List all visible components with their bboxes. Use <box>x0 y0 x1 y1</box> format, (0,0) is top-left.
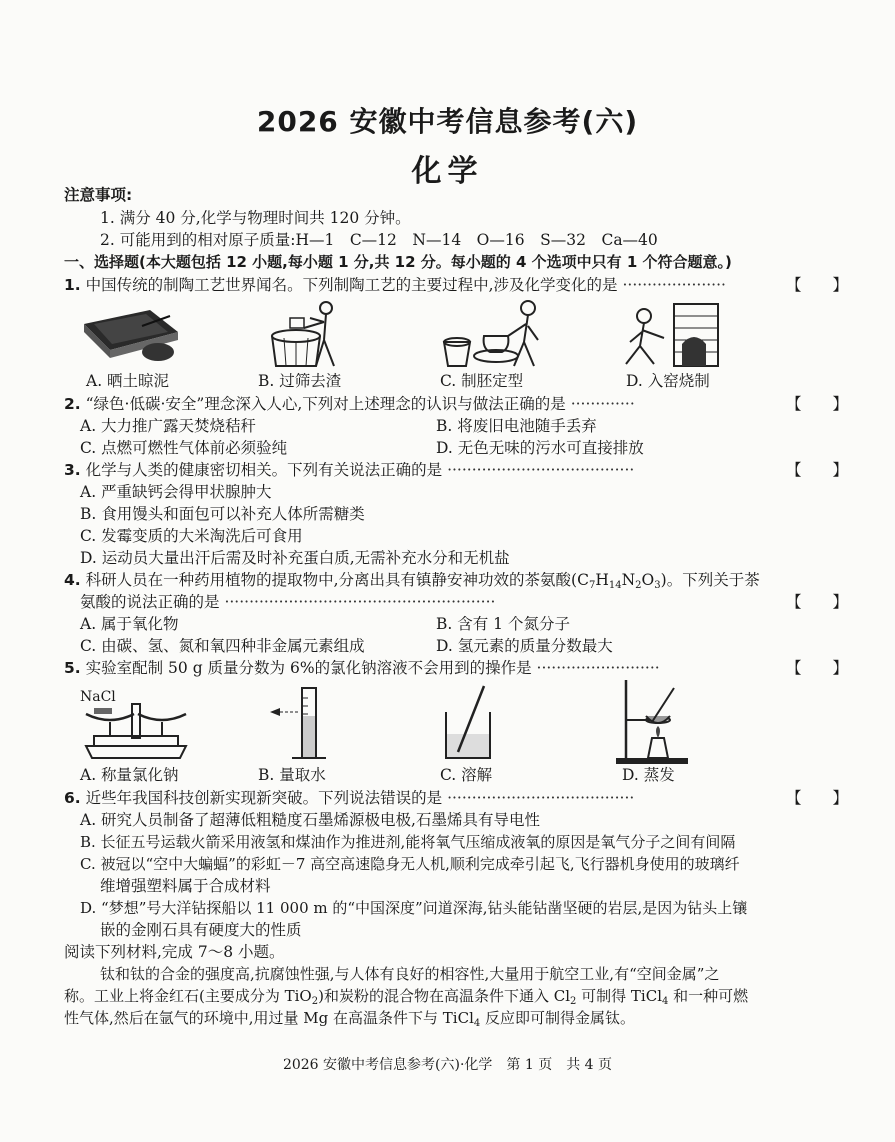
question-text: 中国传统的制陶工艺世界闻名。下列制陶工艺的主要过程中,涉及化学变化的是 <box>85 276 618 294</box>
q3-option-d[interactable]: D. 运动员大量出汗后需及时补充蛋白质,无需补充水分和无机盐 <box>80 549 510 567</box>
leader-dots: ············· <box>570 395 635 413</box>
drying-clay-illustration <box>80 302 180 372</box>
page-footer: 2026 安徽中考信息参考(六)·化学 第 1 页 共 4 页 <box>282 1057 613 1073</box>
question-text: 实验室配制 50 g 质量分数为 6%的氯化钠溶液不会用到的操作是 <box>85 659 532 677</box>
question-text: 化学与人类的健康密切相关。下列有关说法正确的是 <box>85 461 443 479</box>
leader-dots: ······································ <box>447 461 635 479</box>
leader-dots: ························· <box>536 659 660 677</box>
question-2 <box>64 393 635 415</box>
q6-option-a[interactable]: A. 研究人员制备了超薄低粗糙度石墨烯源极电极,石墨烯具有导电性 <box>80 811 540 829</box>
shaping-pottery-illustration <box>438 296 548 372</box>
nacl-label: NaCl <box>80 689 116 705</box>
subscript-o: 3 <box>654 580 661 591</box>
leader-dots: ······················································· <box>224 593 496 611</box>
subscript-h: 14 <box>608 580 622 591</box>
answer-bracket[interactable]: 【 】 <box>786 395 849 413</box>
q2-option-a[interactable]: A. 大力推广露天焚烧秸秆 <box>80 417 257 435</box>
evaporation-illustration <box>612 676 692 768</box>
subject-title: 化学 <box>411 154 484 189</box>
subscript: 2 <box>311 996 319 1007</box>
formula-o: O <box>641 571 655 589</box>
question-number: 2. <box>64 395 81 413</box>
subscript: 4 <box>662 996 669 1007</box>
question-4-cont <box>80 591 495 613</box>
q4-option-d[interactable]: D. 氢元素的质量分数最大 <box>436 637 613 655</box>
q4-option-a[interactable]: A. 属于氧化物 <box>80 615 179 633</box>
reading-text: 反应即可制得金属钛。 <box>480 1009 636 1027</box>
reading-intro: 阅读下列材料,完成 7～8 小题。 <box>64 943 285 961</box>
balance-illustration <box>80 700 192 764</box>
question-number: 3. <box>64 461 81 479</box>
sieving-illustration <box>264 296 354 372</box>
exam-title: 2026 安徽中考信息参考(六) <box>256 105 639 138</box>
q5-option-c[interactable]: C. 溶解 <box>440 766 493 784</box>
q4-option-b[interactable]: B. 含有 1 个氮分子 <box>436 615 570 633</box>
q5-option-a[interactable]: A. 称量氯化钠 <box>80 766 179 784</box>
subscript-c: 7 <box>588 580 596 591</box>
q6-option-d[interactable]: D. “梦想”号大洋钻探船以 11 000 m 的“中国深度”问道深海,钻头能钻凿坚硬的岩层,是因为钻头上镶 <box>80 899 748 917</box>
answer-bracket[interactable]: 【 】 <box>786 276 849 294</box>
q6-option-d-cont: 嵌的金刚石具有硬度大的性质 <box>100 921 302 939</box>
question-number: 6. <box>64 789 81 807</box>
reading-paragraph-3 <box>64 1007 635 1035</box>
reading-text: 和一种可燃 <box>668 987 749 1005</box>
reading-text: 可制得 TiCl <box>576 987 663 1005</box>
question-number: 4. <box>64 571 81 589</box>
question-6 <box>64 787 634 809</box>
question-text: 科研人员在一种药用植物的提取物中,分离出具有镇静安神功效的茶氨酸(C <box>85 571 589 589</box>
question-5 <box>64 657 660 679</box>
reading-text: )和炭粉的混合物在高温条件下通入 Cl <box>318 987 571 1005</box>
notice-item-1: 1. 满分 40 分,化学与物理时间共 120 分钟。 <box>100 209 411 227</box>
question-number: 5. <box>64 659 81 677</box>
kiln-firing-illustration <box>614 294 724 374</box>
q6-option-b[interactable]: B. 长征五号运载火箭采用液氢和煤油作为推进剂,能将氧气压缩成液氧的原因是氧气分子之间有间隔 <box>80 833 736 851</box>
q1-option-d[interactable]: D. 入窑烧制 <box>626 372 710 390</box>
reading-text: 性气体,然后在氩气的环境中,用过量 Mg 在高温条件下与 TiCl <box>64 1009 474 1027</box>
question-text: 近些年我国科技创新实现新突破。下列说法错误的是 <box>85 789 443 807</box>
q1-option-a[interactable]: A. 晒土晾泥 <box>86 372 170 390</box>
question-3 <box>64 459 634 481</box>
question-text: “绿色·低碳·安全”理念深入人心,下列对上述理念的认识与做法正确的是 <box>85 395 566 413</box>
answer-bracket[interactable]: 【 】 <box>786 593 849 611</box>
subscript: 2 <box>570 996 577 1007</box>
graduated-cylinder-illustration <box>266 682 336 766</box>
formula-n: N <box>621 571 636 589</box>
subscript: 4 <box>473 1018 481 1029</box>
notice-label: 注意事项: <box>64 186 133 204</box>
q6-option-c-cont: 维增强塑料属于合成材料 <box>100 877 271 895</box>
q3-option-c[interactable]: C. 发霉变质的大米淘洗后可食用 <box>80 527 303 545</box>
q5-option-b[interactable]: B. 量取水 <box>258 766 326 784</box>
section-heading: 一、选择题(本大题包括 12 小题,每小题 1 分,共 12 分。每小题的 4 个选项中只有 1 个符合题意。) <box>64 253 732 271</box>
formula-h: H <box>595 571 609 589</box>
q2-option-c[interactable]: C. 点燃可燃性气体前必须验纯 <box>80 439 288 457</box>
subscript-n: 2 <box>635 580 642 591</box>
q2-option-d[interactable]: D. 无色无味的污水可直接排放 <box>436 439 644 457</box>
q6-option-c[interactable]: C. 被冠以“空中大蝙蝠”的彩虹－7 高空高速隐身无人机,顺利完成牵引起飞,飞行器机身使用的玻璃纤 <box>80 855 740 873</box>
q1-option-b[interactable]: B. 过筛去渣 <box>258 372 342 390</box>
q3-option-a[interactable]: A. 严重缺钙会得甲状腺肿大 <box>80 483 272 501</box>
q2-option-b[interactable]: B. 将废旧电池随手丢弃 <box>436 417 597 435</box>
q4-option-c[interactable]: C. 由碳、氢、氮和氧四种非金属元素组成 <box>80 637 365 655</box>
leader-dots: ····················· <box>622 276 726 294</box>
reading-paragraph-1: 钛和钛的合金的强度高,抗腐蚀性强,与人体有良好的相容性,大量用于航空工业,有“空间金属”之 <box>100 965 720 983</box>
notice-item-2: 2. 可能用到的相对原子质量:H—1 C—12 N—14 O—16 S—32 Ca—40 <box>100 231 658 249</box>
q5-option-d[interactable]: D. 蒸发 <box>622 766 675 784</box>
reading-text: 称。工业上将金红石(主要成分为 TiO <box>64 987 312 1005</box>
question-number: 1. <box>64 276 81 294</box>
leader-dots: ······································ <box>447 789 635 807</box>
q1-option-c[interactable]: C. 制胚定型 <box>440 372 524 390</box>
answer-bracket[interactable]: 【 】 <box>786 789 849 807</box>
q3-option-b[interactable]: B. 食用馒头和面包可以补充人体所需糖类 <box>80 505 365 523</box>
answer-bracket[interactable]: 【 】 <box>786 659 849 677</box>
beaker-stirring-illustration <box>438 682 508 766</box>
question-1 <box>64 274 726 296</box>
question-text: 氨酸的说法正确的是 <box>80 593 220 611</box>
question-text-tail: )。下列关于茶 <box>660 571 760 589</box>
answer-bracket[interactable]: 【 】 <box>786 461 849 479</box>
